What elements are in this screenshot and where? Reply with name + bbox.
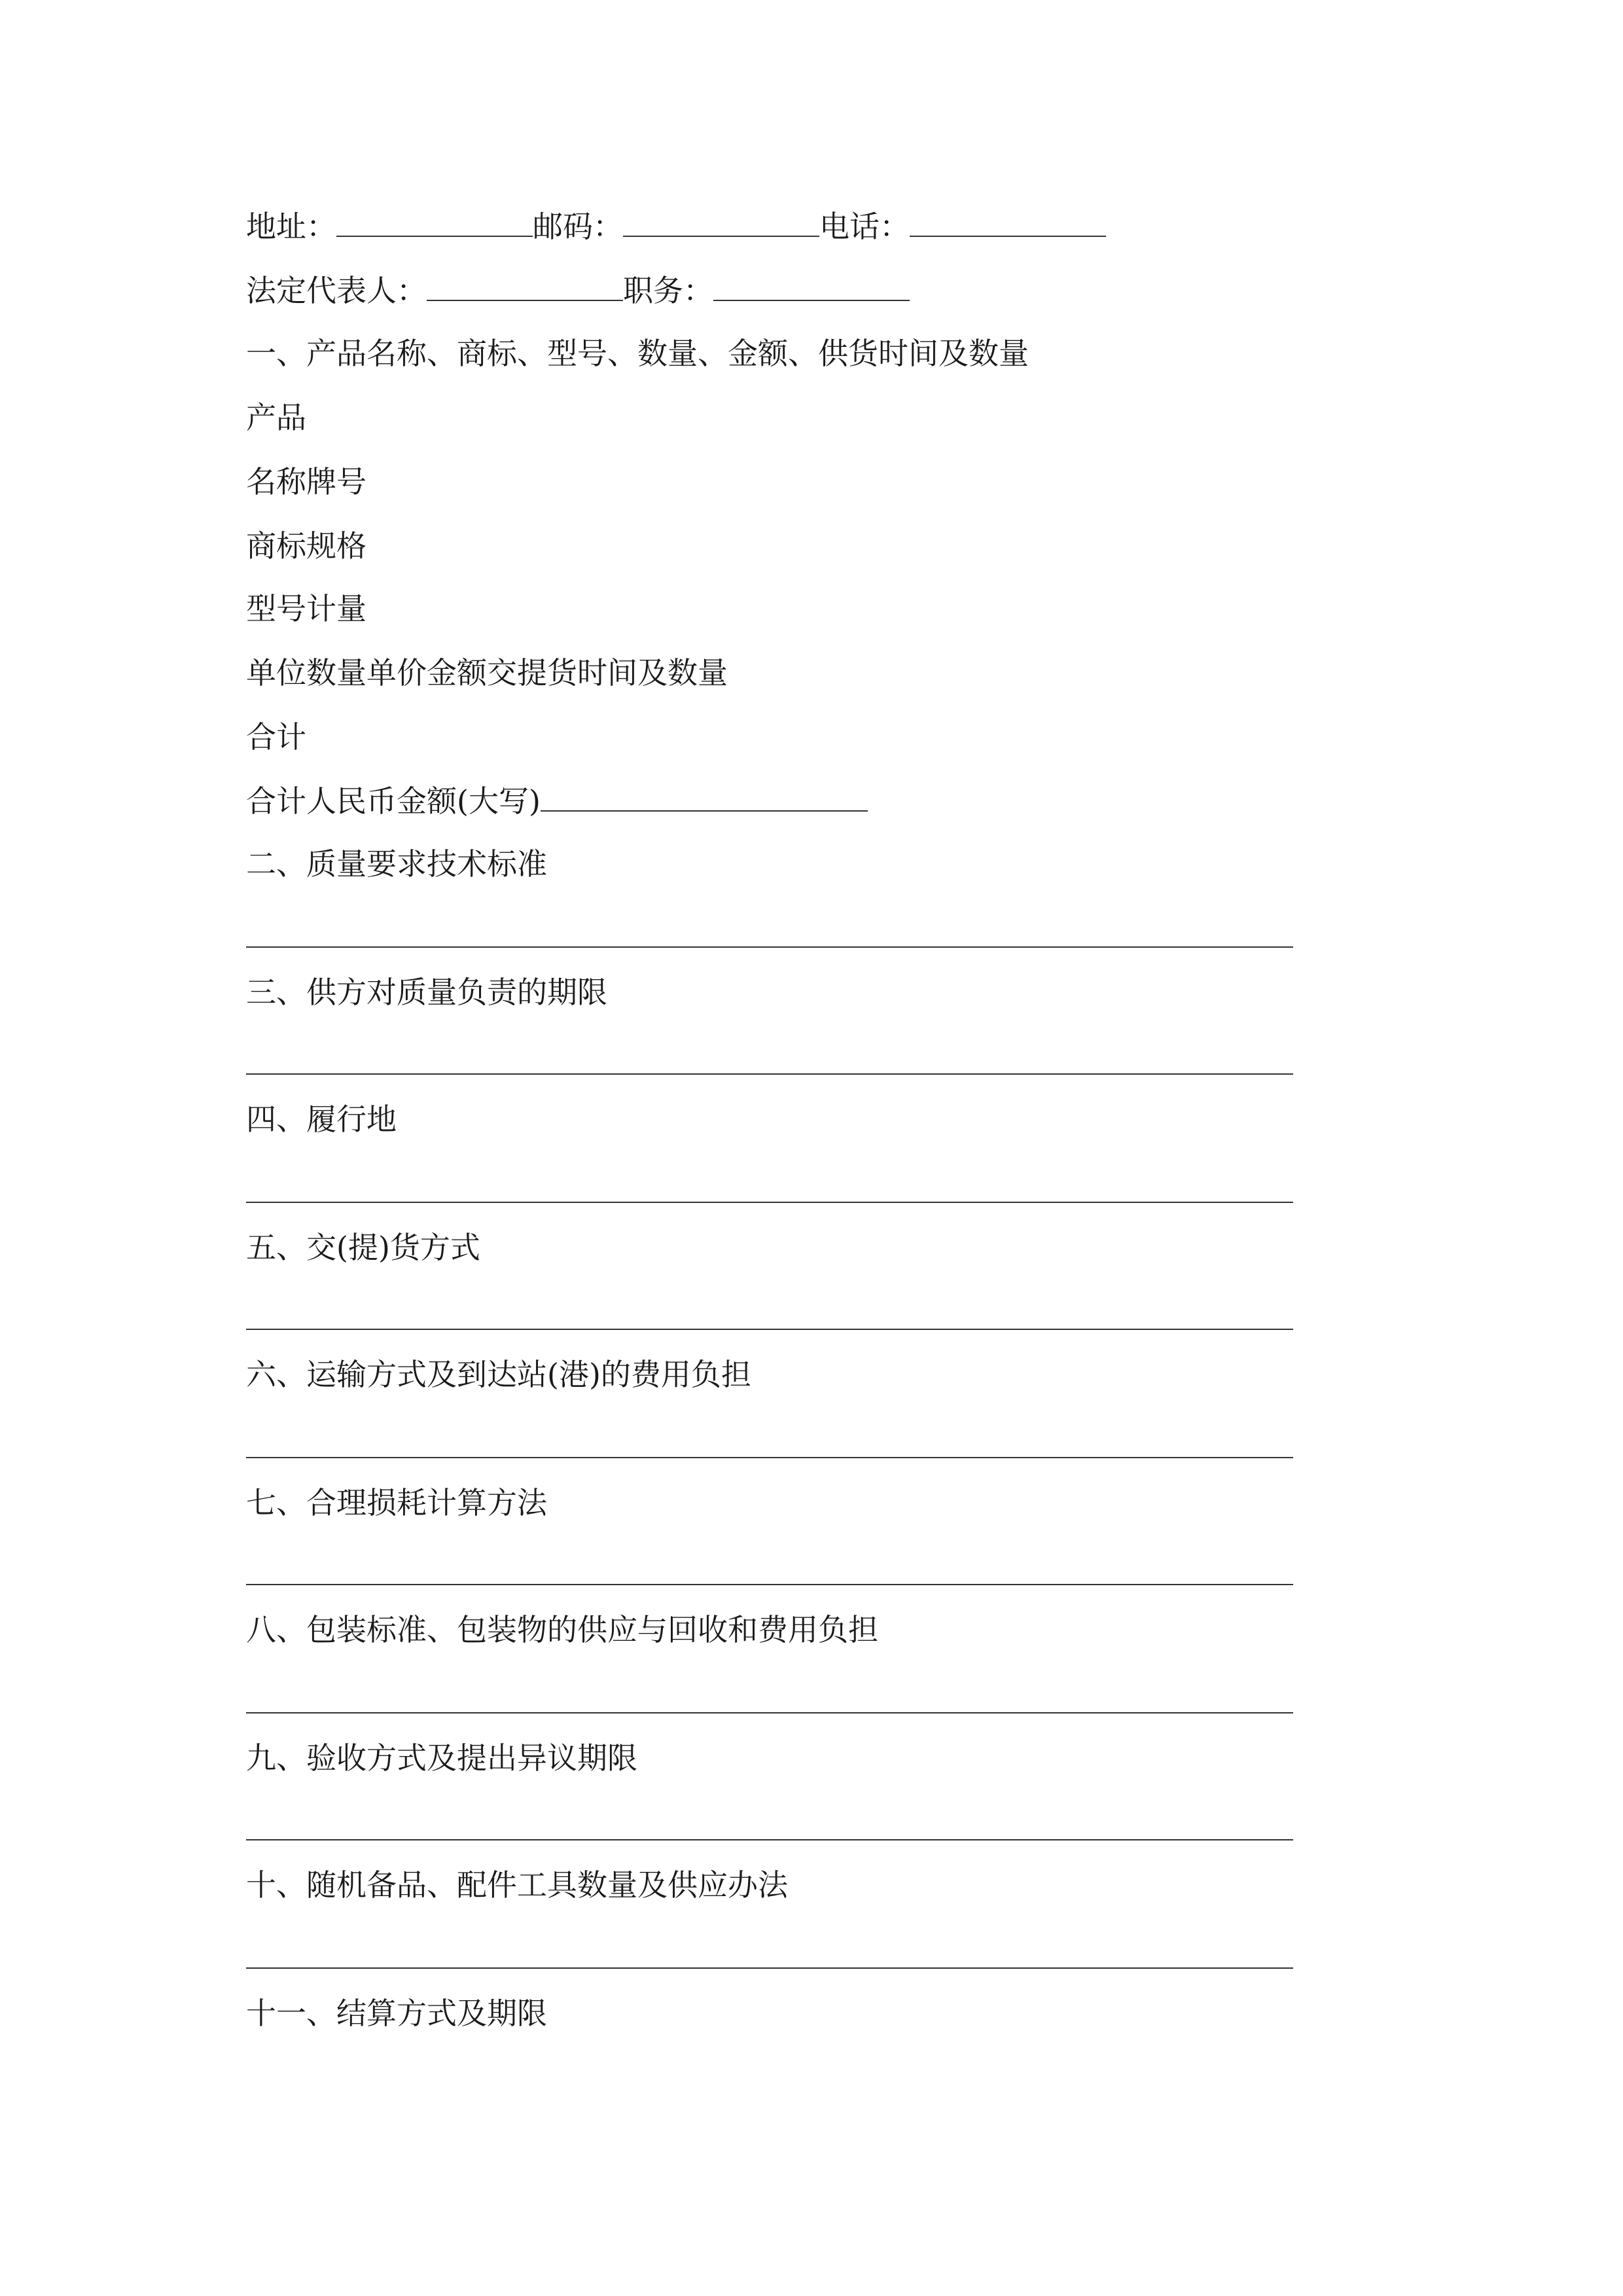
legal-rep-blank (427, 271, 623, 301)
fill-rule (246, 1329, 1293, 1330)
table-line: 产品 (246, 400, 306, 435)
section-title: 九、验收方式及提出异议期限 (246, 1740, 637, 1776)
section-title: 二、质量要求技术标准 (246, 846, 547, 882)
table-line: 合计 (246, 719, 306, 755)
position-label: 职务： (623, 273, 713, 308)
table-line: 单位数量单价金额交提货时间及数量 (246, 655, 728, 691)
section-title: 十一、结算方式及期限 (246, 1996, 547, 2031)
total-rmb-blank (541, 781, 868, 812)
address-blank (336, 207, 533, 237)
postcode-blank (623, 207, 819, 237)
legal-rep-row (246, 271, 910, 310)
phone-label: 电话： (819, 209, 910, 244)
table-line: 商标规格 (246, 528, 366, 564)
fill-rule (246, 1839, 1293, 1840)
section-title: 八、包装标准、包装物的供应与回收和费用负担 (246, 1612, 878, 1647)
section-title: 七、合理损耗计算方法 (246, 1485, 547, 1520)
section-title: 四、履行地 (246, 1102, 397, 1137)
fill-rule (246, 1073, 1293, 1075)
fill-rule (246, 1712, 1293, 1713)
fill-rule (246, 1967, 1293, 1969)
total-rmb-row (246, 781, 868, 821)
total-rmb-label: 合计人民币金额(大写) (246, 783, 541, 819)
phone-blank (910, 207, 1106, 237)
section-title: 五、交(提)货方式 (246, 1230, 480, 1265)
position-blank (713, 271, 910, 301)
fill-rule (246, 1584, 1293, 1585)
postcode-label: 邮码： (533, 209, 623, 244)
address-label: 地址： (246, 209, 336, 244)
section-title: 一、产品名称、商标、型号、数量、金额、供货时间及数量 (246, 336, 1029, 371)
fill-rule (246, 946, 1293, 948)
section-title: 三、供方对质量负责的期限 (246, 975, 607, 1010)
table-line: 名称牌号 (246, 464, 366, 499)
legal-rep-label: 法定代表人： (246, 273, 427, 308)
table-line: 型号计量 (246, 591, 366, 626)
fill-rule (246, 1457, 1293, 1458)
fill-rule (246, 1202, 1293, 1203)
section-title: 十、随机备品、配件工具数量及供应办法 (246, 1867, 788, 1903)
section-title: 六、运输方式及到达站(港)的费用负担 (246, 1357, 751, 1392)
contact-row (246, 207, 1106, 246)
